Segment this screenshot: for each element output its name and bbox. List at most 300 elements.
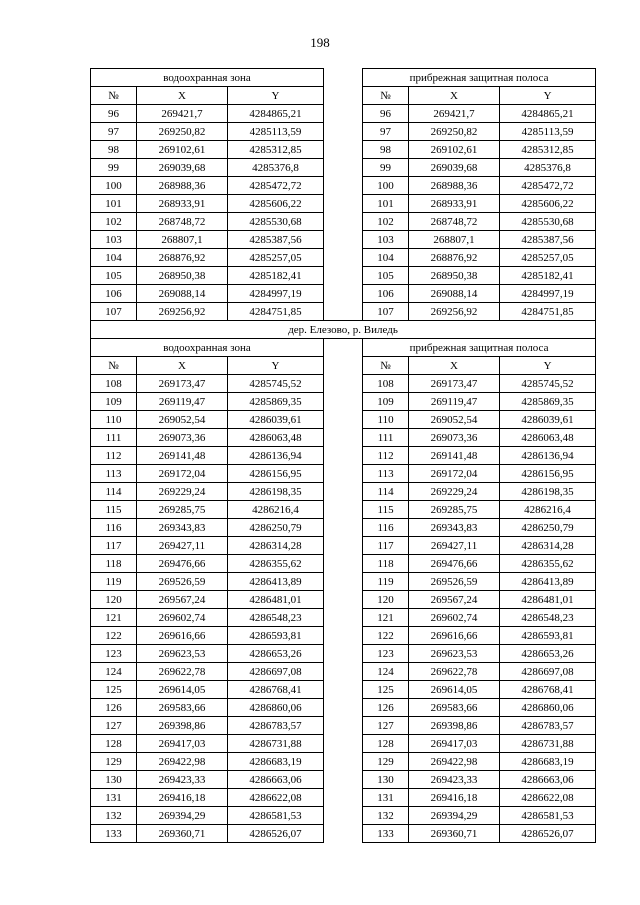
coord-x: 269256,92	[409, 303, 500, 321]
coord-x: 269102,61	[409, 141, 500, 159]
point-number: 107	[91, 303, 137, 321]
coord-y: 4285869,35	[228, 393, 324, 411]
coord-x: 269073,36	[409, 429, 500, 447]
table-gap	[324, 267, 363, 285]
point-number: 98	[363, 141, 409, 159]
table-row	[91, 771, 596, 789]
coord-x: 269398,86	[137, 717, 228, 735]
table-gap	[324, 195, 363, 213]
coord-y: 4286548,23	[228, 609, 324, 627]
coord-y: 4286622,08	[228, 789, 324, 807]
coord-x: 269285,75	[137, 501, 228, 519]
coord-y: 4285113,59	[500, 123, 596, 141]
point-number: 97	[91, 123, 137, 141]
point-number: 103	[91, 231, 137, 249]
point-number: 125	[363, 681, 409, 699]
table-gap	[324, 501, 363, 519]
table-gap	[324, 591, 363, 609]
table-row	[91, 591, 596, 609]
point-number: 112	[363, 447, 409, 465]
zone-header-row	[91, 339, 596, 357]
point-number: 129	[91, 753, 137, 771]
point-number: 107	[363, 303, 409, 321]
coord-x: 268933,91	[137, 195, 228, 213]
section-caption-row	[91, 321, 596, 339]
coord-x: 269427,11	[409, 537, 500, 555]
coord-x: 268950,38	[137, 267, 228, 285]
coord-x: 269583,66	[137, 699, 228, 717]
coord-y: 4286481,01	[500, 591, 596, 609]
point-number: 125	[91, 681, 137, 699]
coord-x: 269285,75	[409, 501, 500, 519]
point-number: 97	[363, 123, 409, 141]
point-number: 109	[91, 393, 137, 411]
zone-header-row	[91, 69, 596, 87]
table-row	[91, 537, 596, 555]
table-gap	[324, 303, 363, 321]
column-header-y: Y	[500, 87, 596, 105]
table-gap	[324, 411, 363, 429]
point-number: 96	[363, 105, 409, 123]
coord-y: 4286663,06	[500, 771, 596, 789]
coord-x: 268748,72	[409, 213, 500, 231]
coord-x: 269416,18	[409, 789, 500, 807]
coord-y: 4284865,21	[500, 105, 596, 123]
coord-x: 269421,7	[137, 105, 228, 123]
table-row	[91, 285, 596, 303]
table-row	[91, 825, 596, 843]
point-number: 104	[363, 249, 409, 267]
coord-y: 4286250,79	[500, 519, 596, 537]
point-number: 106	[363, 285, 409, 303]
table-gap	[324, 69, 363, 87]
coord-y: 4286250,79	[228, 519, 324, 537]
coord-x: 269622,78	[409, 663, 500, 681]
point-number: 101	[363, 195, 409, 213]
coord-x: 269416,18	[137, 789, 228, 807]
column-header-y: Y	[500, 357, 596, 375]
point-number: 96	[91, 105, 137, 123]
coord-x: 269360,71	[137, 825, 228, 843]
coord-x: 269119,47	[137, 393, 228, 411]
table-gap	[324, 627, 363, 645]
table-gap	[324, 87, 363, 105]
coord-x: 268876,92	[137, 249, 228, 267]
column-header-y: Y	[228, 357, 324, 375]
coord-x: 269602,74	[137, 609, 228, 627]
table-gap	[324, 609, 363, 627]
coord-x: 269141,48	[137, 447, 228, 465]
section-caption: дер. Елезово, р. Виледь	[91, 321, 596, 339]
point-number: 110	[91, 411, 137, 429]
point-number: 122	[363, 627, 409, 645]
coord-y: 4286731,88	[500, 735, 596, 753]
coord-y: 4285182,41	[500, 267, 596, 285]
point-number: 98	[91, 141, 137, 159]
coordinates-table	[90, 68, 596, 843]
point-number: 123	[91, 645, 137, 663]
table-gap	[324, 735, 363, 753]
coord-x: 269623,53	[137, 645, 228, 663]
point-number: 129	[363, 753, 409, 771]
column-header-number: №	[363, 87, 409, 105]
coord-x: 269229,24	[137, 483, 228, 501]
coord-y: 4286768,41	[228, 681, 324, 699]
table-gap	[324, 231, 363, 249]
coord-x: 269526,59	[137, 573, 228, 591]
coord-y: 4285387,56	[228, 231, 324, 249]
coord-x: 269622,78	[137, 663, 228, 681]
table-gap	[324, 771, 363, 789]
coord-y: 4286063,48	[500, 429, 596, 447]
coord-x: 269173,47	[409, 375, 500, 393]
coord-y: 4286683,19	[228, 753, 324, 771]
coord-y: 4285745,52	[500, 375, 596, 393]
table-gap	[324, 249, 363, 267]
coord-y: 4286593,81	[228, 627, 324, 645]
coord-y: 4286198,35	[228, 483, 324, 501]
coord-y: 4286663,06	[228, 771, 324, 789]
coord-x: 269073,36	[137, 429, 228, 447]
table-row	[91, 645, 596, 663]
coord-y: 4285312,85	[500, 141, 596, 159]
coord-x: 269398,86	[409, 717, 500, 735]
coord-y: 4286216,4	[500, 501, 596, 519]
coord-x: 269623,53	[409, 645, 500, 663]
coord-y: 4286156,95	[500, 465, 596, 483]
point-number: 110	[363, 411, 409, 429]
table-row	[91, 141, 596, 159]
coord-y: 4286783,57	[228, 717, 324, 735]
point-number: 105	[91, 267, 137, 285]
coord-y: 4286355,62	[228, 555, 324, 573]
coord-y: 4286783,57	[500, 717, 596, 735]
point-number: 114	[363, 483, 409, 501]
coord-y: 4286653,26	[228, 645, 324, 663]
coord-y: 4284997,19	[500, 285, 596, 303]
coord-y: 4286314,28	[228, 537, 324, 555]
table-row	[91, 105, 596, 123]
column-header-x: X	[409, 357, 500, 375]
zone-right-header: прибрежная защитная полоса	[363, 69, 596, 87]
coord-x: 269088,14	[409, 285, 500, 303]
table-row	[91, 483, 596, 501]
coord-x: 268988,36	[409, 177, 500, 195]
coord-x: 268807,1	[137, 231, 228, 249]
table-gap	[324, 123, 363, 141]
coord-y: 4286355,62	[500, 555, 596, 573]
coord-x: 269417,03	[137, 735, 228, 753]
coord-y: 4286683,19	[500, 753, 596, 771]
table-row	[91, 177, 596, 195]
point-number: 126	[91, 699, 137, 717]
point-number: 108	[91, 375, 137, 393]
coord-x: 269417,03	[409, 735, 500, 753]
table-row	[91, 411, 596, 429]
coord-y: 4286593,81	[500, 627, 596, 645]
column-header-number: №	[91, 357, 137, 375]
zone-left-header: водоохранная зона	[91, 339, 324, 357]
coord-y: 4285312,85	[228, 141, 324, 159]
table-gap	[324, 375, 363, 393]
column-header-row	[91, 357, 596, 375]
coord-x: 269052,54	[409, 411, 500, 429]
coord-y: 4286731,88	[228, 735, 324, 753]
column-header-number: №	[363, 357, 409, 375]
point-number: 121	[91, 609, 137, 627]
point-number: 101	[91, 195, 137, 213]
coord-x: 269256,92	[137, 303, 228, 321]
point-number: 117	[91, 537, 137, 555]
point-number: 120	[91, 591, 137, 609]
point-number: 132	[363, 807, 409, 825]
point-number: 114	[91, 483, 137, 501]
coord-y: 4284751,85	[500, 303, 596, 321]
coord-y: 4286136,94	[228, 447, 324, 465]
coord-y: 4286581,53	[228, 807, 324, 825]
coord-x: 269567,24	[409, 591, 500, 609]
coord-y: 4286039,61	[228, 411, 324, 429]
coord-y: 4286653,26	[500, 645, 596, 663]
table-row	[91, 753, 596, 771]
coord-y: 4285376,8	[500, 159, 596, 177]
coord-x: 269088,14	[137, 285, 228, 303]
table-gap	[324, 447, 363, 465]
coord-y: 4285257,05	[228, 249, 324, 267]
coord-y: 4284997,19	[228, 285, 324, 303]
coord-x: 269423,33	[409, 771, 500, 789]
table-gap	[324, 753, 363, 771]
coord-y: 4286548,23	[500, 609, 596, 627]
coord-x: 269422,98	[137, 753, 228, 771]
coord-x: 269421,7	[409, 105, 500, 123]
table-row	[91, 303, 596, 321]
coord-y: 4286581,53	[500, 807, 596, 825]
table-row	[91, 465, 596, 483]
table-gap	[324, 537, 363, 555]
table-gap	[324, 429, 363, 447]
coord-x: 269172,04	[137, 465, 228, 483]
table-row	[91, 267, 596, 285]
point-number: 127	[363, 717, 409, 735]
point-number: 119	[91, 573, 137, 591]
coord-y: 4285745,52	[228, 375, 324, 393]
point-number: 124	[91, 663, 137, 681]
coord-y: 4286156,95	[228, 465, 324, 483]
point-number: 131	[363, 789, 409, 807]
table-gap	[324, 357, 363, 375]
coord-y: 4285869,35	[500, 393, 596, 411]
table-row	[91, 681, 596, 699]
coord-x: 268807,1	[409, 231, 500, 249]
point-number: 100	[91, 177, 137, 195]
coord-y: 4286768,41	[500, 681, 596, 699]
coord-y: 4285472,72	[228, 177, 324, 195]
coord-y: 4285530,68	[500, 213, 596, 231]
coord-x: 269423,33	[137, 771, 228, 789]
table-row	[91, 159, 596, 177]
coord-x: 268950,38	[409, 267, 500, 285]
table-gap	[324, 483, 363, 501]
point-number: 120	[363, 591, 409, 609]
table-gap	[324, 807, 363, 825]
coord-y: 4286314,28	[500, 537, 596, 555]
coord-x: 269476,66	[137, 555, 228, 573]
table-row	[91, 789, 596, 807]
column-header-row	[91, 87, 596, 105]
zone-right-header: прибрежная защитная полоса	[363, 339, 596, 357]
point-number: 118	[363, 555, 409, 573]
coord-y: 4286413,89	[500, 573, 596, 591]
coord-y: 4286526,07	[500, 825, 596, 843]
coord-x: 269422,98	[409, 753, 500, 771]
table-row	[91, 807, 596, 825]
point-number: 102	[363, 213, 409, 231]
table-gap	[324, 339, 363, 357]
table-row	[91, 735, 596, 753]
table-row	[91, 393, 596, 411]
coord-y: 4286860,06	[500, 699, 596, 717]
point-number: 133	[363, 825, 409, 843]
coord-y: 4285472,72	[500, 177, 596, 195]
coord-y: 4286697,08	[228, 663, 324, 681]
table-gap	[324, 141, 363, 159]
table-row	[91, 717, 596, 735]
table-row	[91, 429, 596, 447]
point-number: 133	[91, 825, 137, 843]
coord-x: 269476,66	[409, 555, 500, 573]
table-gap	[324, 393, 363, 411]
coord-x: 269173,47	[137, 375, 228, 393]
point-number: 103	[363, 231, 409, 249]
table-row	[91, 609, 596, 627]
coord-x: 269250,82	[409, 123, 500, 141]
table-gap	[324, 555, 363, 573]
point-number: 116	[363, 519, 409, 537]
table-row	[91, 195, 596, 213]
coord-x: 269102,61	[137, 141, 228, 159]
point-number: 131	[91, 789, 137, 807]
coord-y: 4285606,22	[500, 195, 596, 213]
table-gap	[324, 573, 363, 591]
point-number: 113	[91, 465, 137, 483]
coord-y: 4286198,35	[500, 483, 596, 501]
coord-x: 269616,66	[137, 627, 228, 645]
point-number: 117	[363, 537, 409, 555]
point-number: 130	[363, 771, 409, 789]
point-number: 115	[363, 501, 409, 519]
table-row	[91, 573, 596, 591]
table-gap	[324, 681, 363, 699]
table-row	[91, 231, 596, 249]
coord-y: 4285606,22	[228, 195, 324, 213]
coord-x: 269602,74	[409, 609, 500, 627]
coord-x: 269614,05	[409, 681, 500, 699]
point-number: 104	[91, 249, 137, 267]
coord-x: 269172,04	[409, 465, 500, 483]
point-number: 128	[91, 735, 137, 753]
coord-x: 269119,47	[409, 393, 500, 411]
point-number: 127	[91, 717, 137, 735]
coord-x: 269567,24	[137, 591, 228, 609]
coord-y: 4286481,01	[228, 591, 324, 609]
coord-x: 269616,66	[409, 627, 500, 645]
coord-x: 269343,83	[409, 519, 500, 537]
coord-y: 4286697,08	[500, 663, 596, 681]
coord-y: 4285113,59	[228, 123, 324, 141]
coord-x: 269229,24	[409, 483, 500, 501]
table-row	[91, 213, 596, 231]
zone-left-header: водоохранная зона	[91, 69, 324, 87]
coord-y: 4286063,48	[228, 429, 324, 447]
table-gap	[324, 213, 363, 231]
table-gap	[324, 789, 363, 807]
point-number: 111	[363, 429, 409, 447]
coord-y: 4286622,08	[500, 789, 596, 807]
coord-x: 269614,05	[137, 681, 228, 699]
column-header-x: X	[409, 87, 500, 105]
table-row	[91, 699, 596, 717]
table-gap	[324, 663, 363, 681]
coord-y: 4284751,85	[228, 303, 324, 321]
coord-y: 4285387,56	[500, 231, 596, 249]
table-gap	[324, 285, 363, 303]
coord-y: 4286136,94	[500, 447, 596, 465]
point-number: 106	[91, 285, 137, 303]
point-number: 123	[363, 645, 409, 663]
coord-x: 269343,83	[137, 519, 228, 537]
coord-y: 4286860,06	[228, 699, 324, 717]
table-gap	[324, 177, 363, 195]
point-number: 113	[363, 465, 409, 483]
coord-y: 4285182,41	[228, 267, 324, 285]
point-number: 108	[363, 375, 409, 393]
point-number: 99	[363, 159, 409, 177]
coord-x: 269039,68	[409, 159, 500, 177]
point-number: 105	[363, 267, 409, 285]
table-row	[91, 519, 596, 537]
point-number: 115	[91, 501, 137, 519]
table-gap	[324, 717, 363, 735]
coord-y: 4285376,8	[228, 159, 324, 177]
coord-x: 269250,82	[137, 123, 228, 141]
coord-x: 268748,72	[137, 213, 228, 231]
coord-y: 4284865,21	[228, 105, 324, 123]
point-number: 111	[91, 429, 137, 447]
point-number: 128	[363, 735, 409, 753]
coord-x: 269394,29	[409, 807, 500, 825]
coord-x: 269526,59	[409, 573, 500, 591]
coord-y: 4286526,07	[228, 825, 324, 843]
column-header-number: №	[91, 87, 137, 105]
table-gap	[324, 519, 363, 537]
coord-x: 269052,54	[137, 411, 228, 429]
table-gap	[324, 465, 363, 483]
point-number: 119	[363, 573, 409, 591]
column-header-x: X	[137, 357, 228, 375]
point-number: 112	[91, 447, 137, 465]
point-number: 100	[363, 177, 409, 195]
coord-y: 4286216,4	[228, 501, 324, 519]
point-number: 102	[91, 213, 137, 231]
table-row	[91, 627, 596, 645]
coord-y: 4285530,68	[228, 213, 324, 231]
coord-x: 269360,71	[409, 825, 500, 843]
page-number: 198	[310, 35, 330, 50]
coord-x: 269394,29	[137, 807, 228, 825]
point-number: 109	[363, 393, 409, 411]
point-number: 124	[363, 663, 409, 681]
